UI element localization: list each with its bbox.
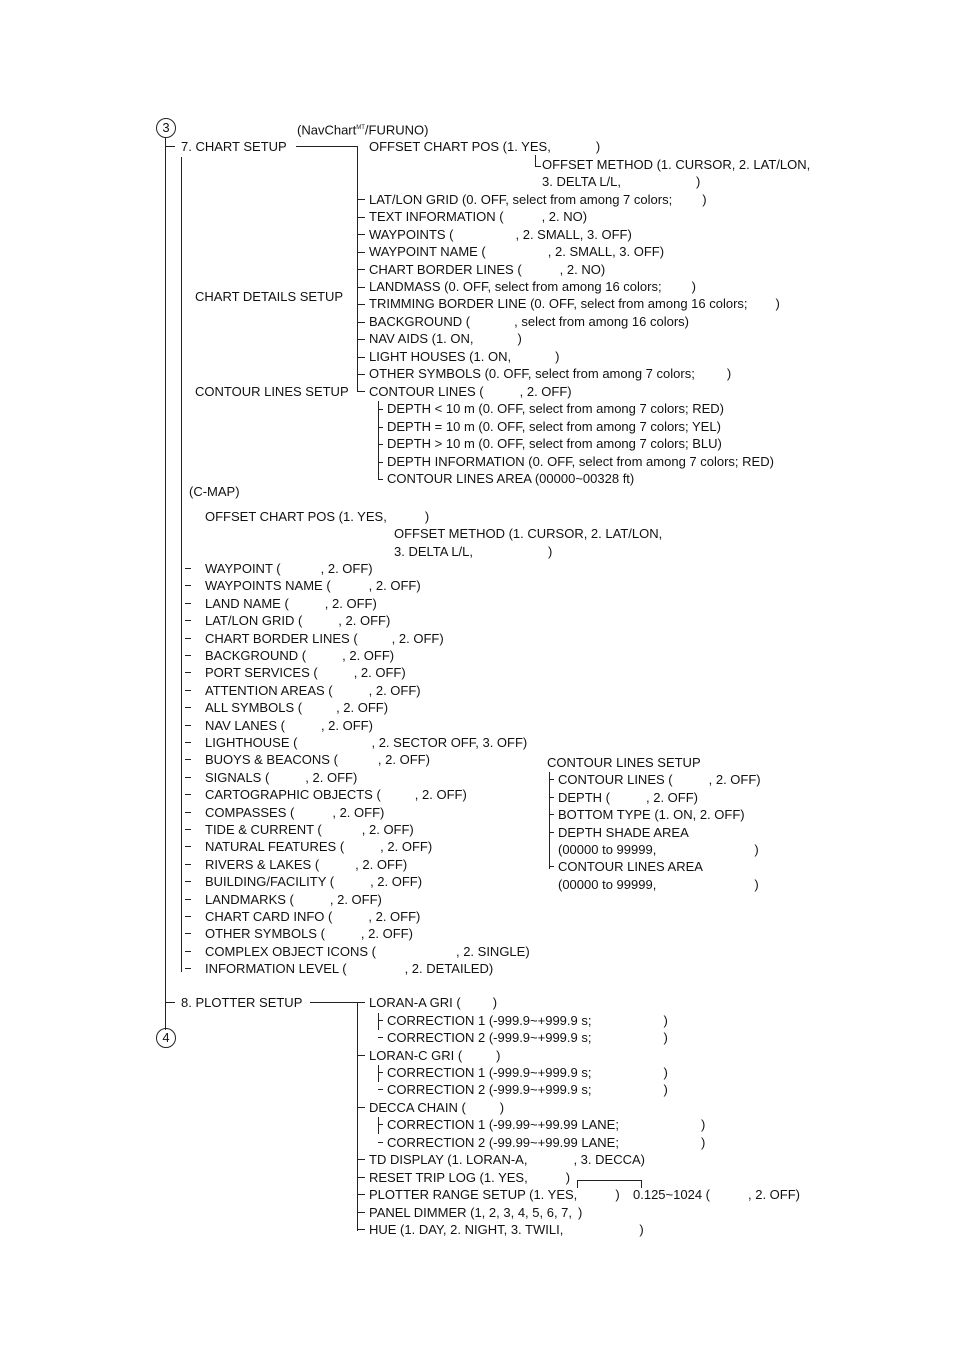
cmap-contour-item-label: DEPTH SHADE AREA [558, 825, 689, 840]
plotter-item-tail: ) [499, 1100, 505, 1115]
cmap-item-label: RIVERS & LAKES ( [205, 856, 320, 872]
cmap-item [205, 770, 357, 785]
cmap-offset-method-2: 3. DELTA L/L, ) [394, 544, 553, 559]
cmap-item-label: BACKGROUND ( [205, 648, 307, 663]
cmap-item-tail: , 2. OFF) [320, 561, 373, 576]
cmap-item-tail: , 2. OFF) [332, 804, 385, 820]
cmap-item-label: TIDE & CURRENT ( [205, 822, 322, 837]
navchart-label: (NavChart [297, 122, 357, 138]
offset-method-line2: 3. DELTA L/L, ) [542, 174, 701, 189]
tick [357, 269, 365, 270]
cmap-item-tail: , 2. OFF) [370, 874, 423, 890]
cmap-item [205, 631, 444, 646]
cmap-item-tail: , 2. SECTOR OFF, 3. OFF) [371, 735, 528, 750]
plotter-item [369, 1100, 504, 1115]
cmap-item [205, 578, 421, 593]
offset-chart-pos: OFFSET CHART POS (1. YES, ) [369, 139, 601, 154]
plotter-sub-line [378, 1013, 379, 1030]
plotter-tick [357, 1159, 365, 1160]
cmap-item-label: COMPLEX OBJECT ICONS ( [205, 943, 376, 959]
cmap-tick [185, 951, 191, 952]
cmap-item [205, 805, 384, 820]
cmap-item-tail: , 2. OFF) [305, 769, 358, 785]
cmap-tick [185, 881, 191, 882]
item-label: WAYPOINT NAME ( [369, 244, 486, 259]
cmap-item-label: CARTOGRAPHIC OBJECTS ( [205, 787, 381, 803]
plotter-item-tail: ) [496, 1048, 501, 1063]
cmap-item [205, 752, 430, 767]
cmap-tick [185, 777, 191, 778]
chart-item-nav-aids [369, 331, 522, 346]
plotter-sub-tick [378, 1089, 383, 1090]
plotter-tick [357, 1055, 365, 1056]
tick [378, 427, 383, 428]
tick-chart-setup [165, 146, 175, 147]
cmap-tick [185, 899, 191, 900]
plotter-item-tail: ) [700, 1135, 706, 1150]
chart-item-background [369, 314, 689, 329]
cmap-item [205, 822, 414, 837]
tick [357, 217, 365, 218]
plotter-item [369, 1170, 570, 1185]
plotter-item-tail: ) [663, 1030, 668, 1045]
cmap-tick [185, 916, 191, 917]
tick [357, 322, 365, 323]
plotter-item-tail: ) [492, 995, 498, 1010]
contour-lines [369, 384, 572, 399]
cmap-item-tail: , 2. OFF) [368, 909, 421, 924]
plotter-range-extra [633, 1187, 800, 1202]
item-tail: ) [691, 279, 696, 294]
cmap-tick [185, 829, 191, 830]
chart-item-waypoint-name [369, 244, 664, 259]
offset-method-line1: OFFSET METHOD (1. CURSOR, 2. LAT/LON, [542, 157, 811, 172]
cmap-item-tail: , 2. OFF) [414, 787, 467, 803]
navchart-heading [297, 121, 428, 137]
cmap-item-tail: , 2. OFF) [329, 891, 382, 907]
cmap-tick [185, 655, 191, 656]
cmap-tick [185, 933, 191, 934]
chart-item-trimming-border [369, 296, 780, 311]
cmap-item [205, 613, 390, 628]
plotter-setup-connector [310, 1002, 358, 1003]
item-tail: ) [702, 192, 707, 207]
item-label: LIGHT HOUSES (1. ON, [369, 349, 512, 364]
cmap-contour-tick [549, 866, 554, 867]
cmap-contour-item-label: CONTOUR LINES ( [558, 772, 673, 787]
cmap-offset-method-1: OFFSET METHOD (1. CURSOR, 2. LAT/LON, [394, 526, 663, 541]
cmap-tick [185, 603, 191, 604]
item-tail: ) [775, 296, 780, 311]
plotter-tick [357, 1194, 365, 1195]
tick [357, 339, 365, 340]
item-label: NAV AIDS (1. ON, [369, 331, 474, 346]
plotter-item [369, 1205, 582, 1220]
cmap-contour-item-label: BOTTOM TYPE (1. ON, 2. OFF) [558, 807, 745, 822]
cmap-item-tail: , 2. OFF) [355, 856, 408, 872]
cmap-contour-tick [549, 832, 554, 833]
plotter-item [369, 995, 497, 1010]
cmap-item-label: WAYPOINTS NAME ( [205, 578, 331, 594]
plotter-item-tail: ) [663, 1082, 668, 1097]
plotter-item [387, 1082, 668, 1097]
cmap-tick [185, 638, 191, 639]
cmap-item [205, 926, 413, 941]
cmap-item-tail: , 2. OFF) [360, 926, 413, 942]
cmap-contour-item [558, 842, 759, 857]
plotter-tick [357, 1002, 365, 1003]
plotter-item-label: DECCA CHAIN ( [369, 1100, 466, 1115]
plotter-item-tail: ) [663, 1013, 668, 1028]
cmap-item-label: BUILDING/FACILITY ( [205, 874, 335, 890]
plotter-item [369, 1187, 620, 1202]
contour-depth-lt-10: DEPTH < 10 m (0. OFF, select from among 7 colors; RED) [387, 401, 725, 416]
cmap-contour-item [558, 772, 761, 787]
cmap-contour-item [558, 859, 703, 874]
plotter-item-label: LORAN-C GRI ( [369, 1048, 463, 1063]
cmap-item [205, 665, 406, 680]
cmap-item-label: NAV LANES ( [205, 717, 285, 733]
cmap-offset-label: OFFSET CHART POS (1. YES, [205, 509, 387, 524]
cmap-tick [185, 585, 191, 586]
tick [357, 252, 365, 253]
plotter-item-label: LORAN-A GRI ( [369, 995, 461, 1010]
contour-lines-label: CONTOUR LINES ( [369, 384, 484, 399]
plotter-branch-line [357, 1002, 358, 1231]
chart-item-latlon-grid [369, 192, 707, 207]
cmap-label: (C-MAP) [189, 484, 240, 499]
tick [378, 479, 383, 480]
cmap-item [205, 892, 382, 907]
plotter-sub-tick [378, 1142, 383, 1143]
plotter-item-label: HUE (1. DAY, 2. NIGHT, 3. TWILI, [369, 1222, 564, 1237]
cmap-item [205, 735, 527, 750]
cmap-item-label: WAYPOINT ( [205, 561, 281, 576]
tick-plotter-setup [165, 1002, 175, 1003]
cmap-contour-item [558, 807, 745, 822]
plotter-tick [357, 1212, 365, 1213]
offset-chart-pos-label: OFFSET CHART POS (1. YES, [369, 139, 551, 154]
item-label: CHART BORDER LINES ( [369, 262, 522, 277]
cmap-item [205, 874, 422, 889]
cmap-item-tail: , 2. OFF) [338, 613, 391, 629]
cmap-item-tail: , 2. OFF) [368, 578, 421, 594]
chart-item-other-symbols [369, 366, 731, 381]
chart-item-light-houses [369, 349, 559, 364]
contour-connector [357, 391, 365, 392]
cmap-item [205, 561, 373, 576]
chart-item-landmass [369, 279, 696, 294]
plotter-sub-line [378, 1065, 379, 1082]
item-label: TEXT INFORMATION ( [369, 209, 504, 224]
item-tail: ) [555, 349, 560, 364]
chart-item-border-lines [369, 262, 605, 277]
plotter-tick [357, 1229, 365, 1230]
cmap-item-label: LANDMARKS ( [205, 891, 294, 907]
section-marker-4: 4 [156, 1028, 176, 1048]
tick [357, 357, 365, 358]
cmap-tick [185, 620, 191, 621]
contour-lines-setup-label: CONTOUR LINES SETUP [195, 384, 349, 399]
plotter-item-tail: ) [639, 1222, 644, 1237]
cmap-contour-item-label: DEPTH ( [558, 790, 610, 805]
cmap-item-label: SIGNALS ( [205, 769, 270, 785]
cmap-item-label: NATURAL FEATURES ( [205, 839, 345, 855]
cmap-contour-item-label: (00000 to 99999, [558, 877, 657, 892]
tick [357, 374, 365, 375]
plotter-item-label: CORRECTION 2 (-99.99~+99.99 LANE; [387, 1135, 619, 1150]
cmap-item-label: COMPASSES ( [205, 804, 295, 820]
cmap-item-tail: , 2. OFF) [342, 648, 395, 663]
plotter-range-extra-label: 0.125~1024 ( [633, 1187, 710, 1202]
plotter-item-label: RESET TRIP LOG (1. YES, [369, 1170, 528, 1185]
cmap-contour-item-tail: ) [754, 842, 759, 857]
item-label: OTHER SYMBOLS (0. OFF, select from among 7 colors; [369, 366, 695, 381]
tick [357, 304, 365, 305]
cmap-item-label: INFORMATION LEVEL ( [205, 961, 347, 977]
cmap-item-tail: , 2. OFF) [368, 682, 421, 698]
cmap-tick [185, 707, 191, 708]
cmap-contour-item [558, 825, 689, 840]
plotter-item-tail: ) [663, 1065, 668, 1080]
tick [357, 199, 365, 200]
navchart-tm: MT [356, 125, 365, 131]
plotter-range-bracket-top [577, 1180, 642, 1181]
cmap-item [205, 857, 407, 872]
plotter-sub-tick [378, 1037, 383, 1038]
plotter-item [369, 1048, 501, 1063]
cmap-item-tail: , 2. SINGLE) [455, 943, 530, 959]
cmap-tick [185, 725, 191, 726]
trunk-line [165, 137, 166, 1030]
plotter-tick [357, 1107, 365, 1108]
plotter-item [369, 1222, 644, 1237]
plotter-setup-title: 8. PLOTTER SETUP [181, 995, 303, 1010]
cmap-item-tail: , 2. OFF) [391, 630, 444, 646]
contour-sub-line [378, 401, 379, 480]
cmap-item-label: LAND NAME ( [205, 595, 289, 611]
plotter-item [387, 1135, 705, 1150]
cmap-item-label: CHART BORDER LINES ( [205, 630, 358, 646]
chart-setup-title: 7. CHART SETUP [181, 139, 287, 154]
item-tail: ) [726, 366, 732, 381]
cmap-tick [185, 568, 191, 569]
section-marker-3: 3 [156, 118, 176, 138]
cmap-item [205, 839, 432, 854]
item-tail: , 2. SMALL, 3. OFF) [515, 227, 632, 242]
item-label: LAT/LON GRID (0. OFF, select from among 7 colors; [369, 192, 673, 207]
chart-setup-subtrunk [181, 157, 182, 972]
cmap-item [205, 683, 421, 698]
item-tail: , 2. SMALL, 3. OFF) [547, 244, 665, 259]
item-label: LANDMASS (0. OFF, select from among 16 colors; [369, 279, 662, 294]
plotter-item-label: CORRECTION 2 (-999.9~+999.9 s; [387, 1030, 592, 1045]
contour-depth-gt-10: DEPTH > 10 m (0. OFF, select from among 7 colors; BLU) [387, 436, 722, 451]
cmap-item-label: PORT SERVICES ( [205, 665, 318, 681]
plotter-item-tail: ) [615, 1187, 620, 1202]
plotter-item-label: CORRECTION 2 (-999.9~+999.9 s; [387, 1082, 592, 1097]
plotter-item [387, 1117, 705, 1132]
cmap-item-tail: , 2. OFF) [324, 595, 377, 611]
cmap-tick [185, 812, 191, 813]
cmap-item [205, 787, 467, 802]
tick [378, 462, 383, 463]
cmap-contour-item-tail: ) [754, 877, 759, 892]
tick [357, 234, 365, 235]
cmap-item-tail: , 2. OFF) [336, 700, 389, 716]
contour-lines-area: CONTOUR LINES AREA (00000~00328 ft) [387, 471, 635, 486]
tick [378, 444, 383, 445]
cmap-contour-item [558, 790, 698, 805]
item-tail: , select from among 16 colors) [514, 314, 689, 329]
cmap-item-tail: , 2. OFF) [320, 717, 373, 733]
item-tail: , 2. NO) [541, 209, 588, 224]
cmap-contour-tick [549, 797, 554, 798]
navchart-suffix: /FURUNO) [364, 122, 429, 138]
cmap-item-label: LIGHTHOUSE ( [205, 735, 298, 750]
tick [378, 409, 383, 410]
cmap-contour-tick [549, 779, 554, 780]
item-tail: ) [517, 331, 522, 346]
plotter-tick [357, 1177, 365, 1178]
chart-setup-connector [296, 146, 358, 147]
cmap-item [205, 718, 373, 733]
cmap-contour-line [549, 772, 550, 869]
cmap-item-tail: , 2. OFF) [361, 822, 414, 837]
cmap-item [205, 944, 530, 959]
item-label: TRIMMING BORDER LINE (0. OFF, select from among 16 colors; [369, 296, 748, 311]
contour-depth-eq-10: DEPTH = 10 m (0. OFF, select from among 7 colors; YEL) [387, 419, 721, 434]
cmap-item-label: ALL SYMBOLS ( [205, 700, 303, 716]
plotter-sub-line [378, 1117, 379, 1134]
cmap-offset-chart-pos: OFFSET CHART POS (1. YES, ) [205, 509, 430, 524]
cmap-contour-item-label: (00000 to 99999, [558, 842, 657, 857]
cmap-item-tail: , 2. OFF) [380, 839, 433, 855]
cmap-item [205, 596, 377, 611]
plotter-item-label: PLOTTER RANGE SETUP (1. YES, [369, 1187, 578, 1202]
cmap-contour-item [558, 877, 759, 892]
plotter-item-tail: ) [578, 1205, 583, 1220]
plotter-item-label: PANEL DIMMER (1, 2, 3, 4, 5, 6, 7, [369, 1205, 573, 1220]
cmap-contour-item-tail: , 2. OFF) [646, 790, 698, 805]
cmap-tick [185, 794, 191, 795]
cmap-contour-item-tail: , 2. OFF) [708, 772, 761, 787]
cmap-item-label: BUOYS & BEACONS ( [205, 752, 338, 768]
cmap-contour-item-label: CONTOUR LINES AREA [558, 859, 703, 874]
plotter-item-label: CORRECTION 1 (-999.9~+999.9 s; [387, 1065, 592, 1080]
plotter-item-tail: ) [700, 1117, 706, 1132]
item-label: BACKGROUND ( [369, 314, 471, 329]
tick [357, 287, 365, 288]
cmap-tick [185, 672, 191, 673]
plotter-item [387, 1065, 668, 1080]
contour-lines-tail: , 2. OFF) [519, 384, 572, 399]
plotter-item-tail: , 3. DECCA) [573, 1152, 645, 1167]
cmap-item-label: CHART CARD INFO ( [205, 909, 333, 924]
plotter-item [387, 1013, 668, 1028]
contour-depth-info: DEPTH INFORMATION (0. OFF, select from among 7 colors; RED) [387, 454, 774, 469]
cmap-item [205, 648, 394, 663]
cmap-item-label: LAT/LON GRID ( [205, 613, 303, 629]
cmap-item-tail: , 2. OFF) [377, 752, 430, 768]
offset-method-line2-label: 3. DELTA L/L, [542, 174, 622, 189]
offset-method-tick [535, 166, 541, 167]
chart-item-waypoints [369, 227, 632, 242]
chart-item-text-information [369, 209, 587, 224]
cmap-item-label: ATTENTION AREAS ( [205, 682, 333, 698]
cmap-item [205, 909, 420, 924]
plotter-range-bracket-left [577, 1180, 578, 1188]
item-label: WAYPOINTS ( [369, 227, 454, 242]
cmap-tick [185, 864, 191, 865]
cmap-tick [185, 968, 191, 969]
cmap-item [205, 700, 388, 715]
cmap-tick [185, 690, 191, 691]
plotter-item [369, 1152, 645, 1167]
cmap-item-tail: , 2. DETAILED) [404, 961, 494, 977]
plotter-item-label: CORRECTION 1 (-99.99~+99.99 LANE; [387, 1117, 619, 1132]
plotter-item [387, 1030, 668, 1045]
cmap-tick [185, 742, 191, 743]
cmap-contour-tick [549, 814, 554, 815]
cmap-contour-title: CONTOUR LINES SETUP [547, 755, 701, 770]
plotter-item-tail: ) [565, 1170, 571, 1185]
cmap-tick [185, 846, 191, 847]
chart-details-setup-label: CHART DETAILS SETUP [195, 289, 344, 304]
cmap-offset-method-2-label: 3. DELTA L/L, [394, 544, 474, 559]
item-tail: , 2. NO) [559, 262, 606, 277]
cmap-item [205, 961, 493, 976]
plotter-item-label: TD DISPLAY (1. LORAN-A, [369, 1152, 528, 1167]
plotter-range-extra-tail: , 2. OFF) [747, 1187, 800, 1202]
cmap-tick [185, 759, 191, 760]
cmap-item-tail: , 2. OFF) [353, 665, 406, 681]
cmap-item-label: OTHER SYMBOLS ( [205, 926, 325, 942]
plotter-item-label: CORRECTION 1 (-999.9~+999.9 s; [387, 1013, 592, 1028]
